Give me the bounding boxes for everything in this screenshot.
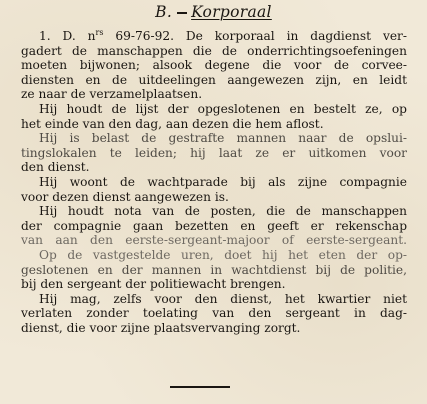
paragraph-1-line-2: gadert de manschappen die de onderrichtingsoefeningen <box>21 43 407 58</box>
section-heading <box>0 3 427 21</box>
paragraph-6-line-2: geslotenen en der mannen in wachtdienst bij de politie, <box>21 262 407 277</box>
paragraph-7-line-3: dienst, die voor zijne plaatsvervanging zorgt. <box>21 320 301 335</box>
paragraph-3-line-3: den dienst. <box>21 160 90 175</box>
paragraph-1-line-3: moeten bijwonen; alsook degene die voor de corvee- <box>21 58 407 73</box>
end-rule <box>170 386 230 388</box>
section-title: Korporaal <box>191 3 272 21</box>
paragraph-2-line-1: Hij houdt de lijst der opgeslotenen en bestelt ze, op <box>39 101 407 116</box>
paragraph-5-line-1: Hij houdt nota van de posten, die de manschappen <box>39 204 407 219</box>
paragraph-4-line-1: Hij woont de wachtparade bij als zijne compagnie <box>39 174 407 189</box>
paragraph-3-line-1: Hij is belast de gestrafte mannen naar de opslui- <box>39 131 407 146</box>
body-text <box>21 29 407 335</box>
paragraph-5-line-3: van aan den eerste-sergeant-majoor of eerste-sergeant. <box>21 233 407 248</box>
paragraph-3-line-2: tingslokalen te leiden; hij laat ze er uitkomen voor <box>21 145 407 160</box>
paragraph-1-line-1: 1. D. $n^{rs}$ 69-76-92. De korporaal in dagdienst ver- <box>39 27 407 43</box>
heading-dash <box>177 12 187 14</box>
paragraph-4-line-2: voor dezen dienst aangewezen is. <box>21 189 229 204</box>
paragraph-6-line-1: Op de vastgestelde uren, doet hij het eten der op- <box>39 247 407 262</box>
paragraph-7-line-2: verlaten zonder toelating van den sergeant in dag- <box>21 306 407 321</box>
paragraph-1-line-5: ze naar de verzamelplaatsen. <box>21 87 203 102</box>
paragraph-2-line-2: het einde van den dag, aan dezen die hem aflost. <box>21 116 324 131</box>
paragraph-1-line-4: diensten en de uitdeelingen aangewezen zijn, en leidt <box>21 72 407 87</box>
paragraph-5-line-2: der compagnie gaan bezetten en geeft er rekenschap <box>21 218 407 233</box>
paragraph-6-line-3: bij den sergeant der politiewacht brengen. <box>21 277 286 292</box>
section-letter: B. <box>155 3 173 21</box>
paragraph-7-line-1: Hij mag, zelfs voor den dienst, het kwartier niet <box>39 291 407 306</box>
